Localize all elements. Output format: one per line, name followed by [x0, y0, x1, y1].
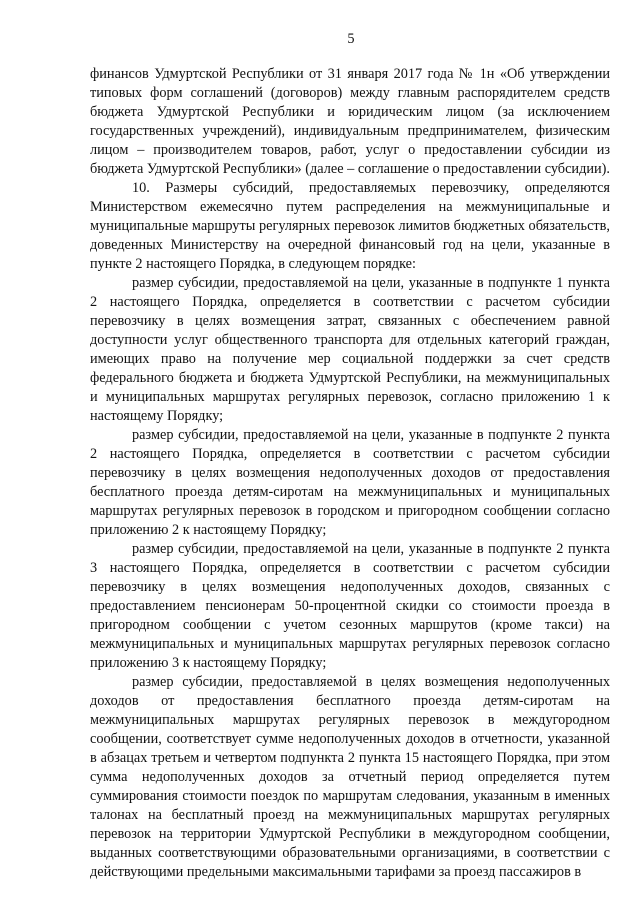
paragraph-item-10: 10. Размеры субсидий, предоставляемых перевозчику, определяются Министерством ежемесячно путем распределения на межмуниципальные и муниципальные маршруты регулярных перевозок лимитов бюджетных обязательств, доведенных Министерству на очередной финансовый год на цели, указанные в пункте 2 настоящего Порядка, в следующем порядке: — [90, 180, 610, 272]
paragraph-continuation: финансов Удмуртской Республики от 31 января 2017 года № 1н «Об утверждении типовых форм соглашений (договоров) между главным распорядителем средств бюджета Удмуртской Республики и юридическим лицом (за исключением государственных учреждений), индивидуальным предпринимателем, физическим лицом – производителем товаров, работ, услуг о предоставлении субсидии из бюджета Удмуртской Республики» (далее – соглашение о предоставлении субсидии). — [90, 66, 610, 177]
document-body — [90, 65, 610, 882]
paragraph-subsidy-subpoint-2: размер субсидии, предоставляемой на цели, указанные в подпункте 2 пункта 2 настоящего Порядка, определяется в соответствии с расчетом субсидии перевозчику в целях возмещения недополученных доходов от предоставления бесплатного проезда детям-сиротам на межмуниципальных и муниципальных маршрутах регулярных перевозок в городском и пригородном сообщении согласно приложению 2 к настоящему Порядку; — [90, 427, 610, 538]
paragraph-subsidy-intercity: размер субсидии, предоставляемой в целях возмещения недополученных доходов от предоставления бесплатного проезда детям-сиротам на межмуниципальных маршрутах регулярных перевозок в междугородном сообщении, соответствует сумме недополученных доходов в отчетности, указанной в абзацах третьем и четвертом подпункта 2 пункта 15 настоящего Порядка, при этом сумма недополученных доходов за отчетный период определяется путем суммирования стоимости поездок по маршрутам следования, указанным в именных талонах на бесплатный проезд на межмуниципальных маршрутах регулярных перевозок на территории Удмуртской Республики в междугородном сообщении, выданных соответствующими образовательными организациями, в соответствии с действующими предельными максимальными тарифами за проезд пассажиров в — [90, 674, 610, 880]
paragraph-subsidy-pensioners: размер субсидии, предоставляемой на цели, указанные в подпункте 2 пункта 3 настоящего Порядка, определяется в соответствии с расчетом субсидии перевозчику в целях возмещения недополученных доходов, связанных с предоставлением пенсионерам 50-процентной скидки со стоимости проезда в пригородном сообщении с учетом сезонных маршрутов (кроме такси) на межмуниципальных и муниципальных маршрутах регулярных перевозок согласно приложению 3 к настоящему Порядку; — [90, 541, 610, 671]
page-number: 5 — [347, 31, 355, 47]
paragraph-subsidy-subpoint-1: размер субсидии, предоставляемой на цели, указанные в подпункте 1 пункта 2 настоящего Порядка, определяется в соответствии с расчетом субсидии перевозчику в целях возмещения затрат, связанных с обеспечением равной доступности услуг общественного транспорта для отдельных категорий граждан, имеющих право на получение мер социальной поддержки за счет средств федерального бюджета и бюджета Удмуртской Республики, на межмуниципальных и муниципальных маршрутах регулярных перевозок, согласно приложению 1 к настоящему Порядку; — [90, 275, 610, 424]
